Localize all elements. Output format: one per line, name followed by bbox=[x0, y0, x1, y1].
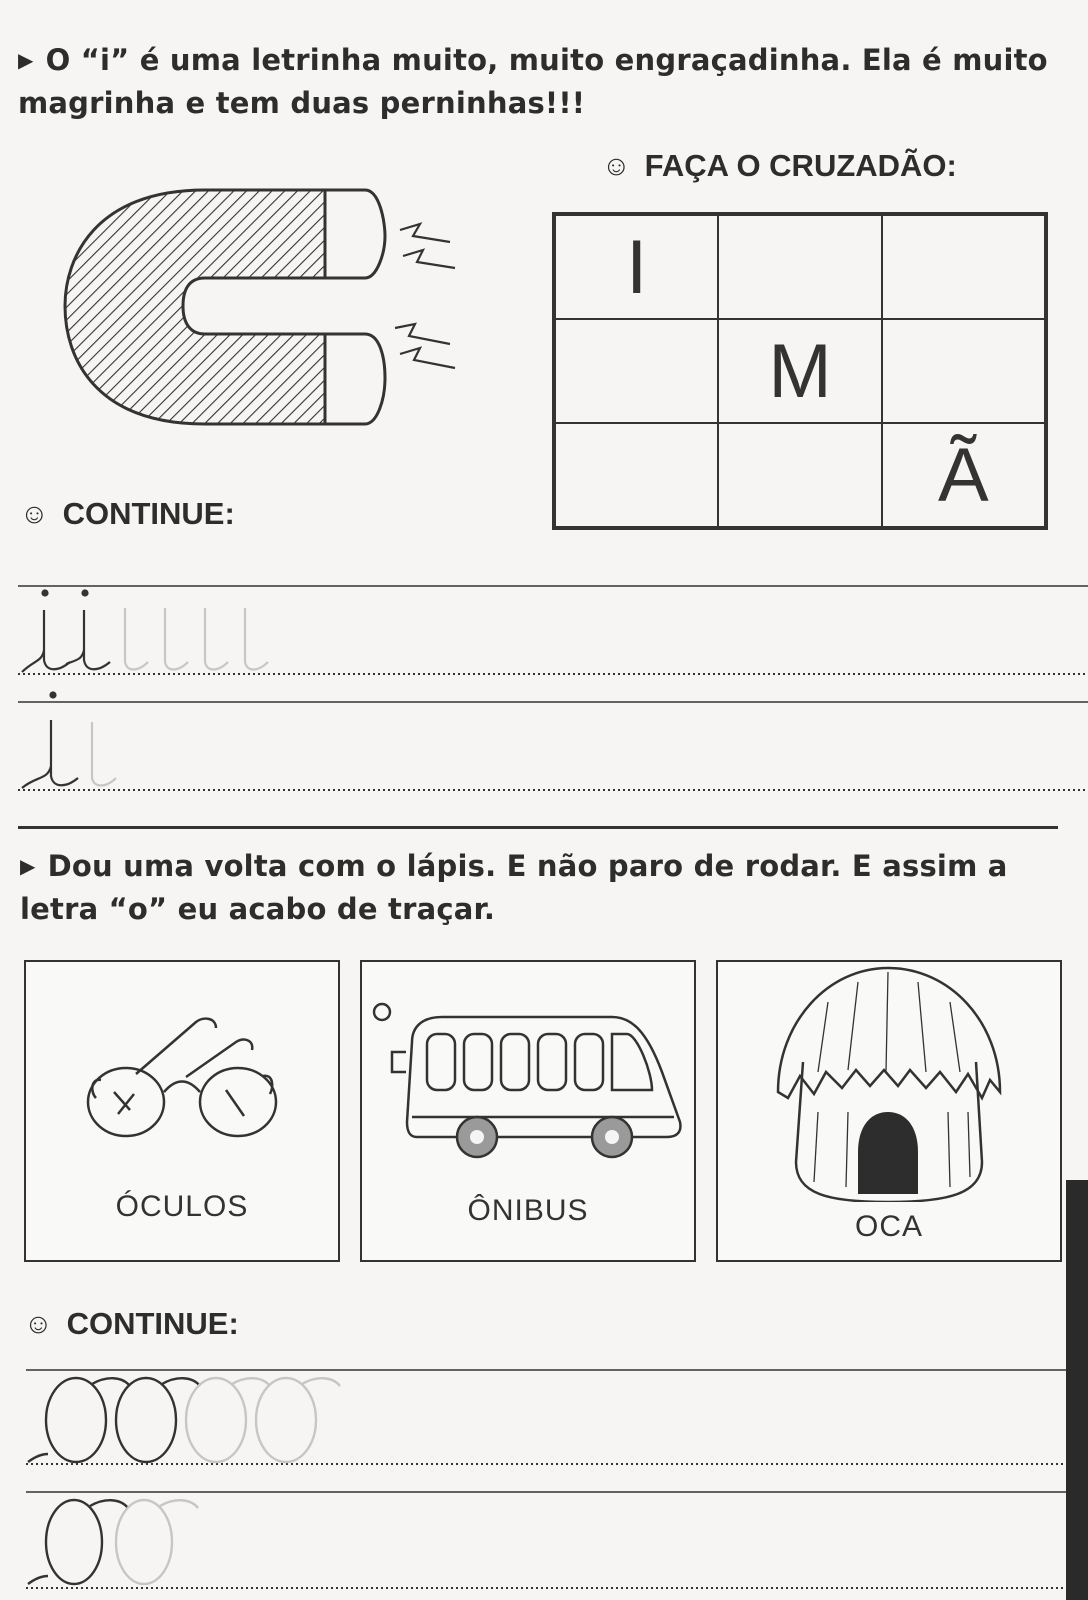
crossword-cell[interactable] bbox=[555, 319, 718, 423]
page-edge bbox=[1066, 1180, 1088, 1600]
bullet-icon: ▶ bbox=[18, 48, 34, 72]
magnet-icon bbox=[55, 178, 475, 438]
crossword-cell[interactable] bbox=[718, 423, 881, 527]
section-divider bbox=[18, 826, 1058, 829]
intro-i bbox=[18, 40, 1058, 123]
writing-lines-o[interactable] bbox=[26, 1366, 1066, 1596]
crossword-cell[interactable] bbox=[882, 319, 1045, 423]
card-oca bbox=[716, 960, 1062, 1262]
smiley-icon: ☺ bbox=[602, 150, 631, 181]
continue-heading-i bbox=[20, 496, 235, 532]
smiley-icon: ☺ bbox=[20, 498, 49, 529]
intro-i-text: O “i” é uma letrinha muito, muito engraçadinha. Ela é muito magrinha e tem duas perninhas!!! bbox=[18, 43, 1048, 120]
bus-icon bbox=[362, 972, 694, 1172]
card-oculos bbox=[24, 960, 340, 1262]
card-label: ÔNIBUS bbox=[467, 1194, 589, 1227]
smiley-icon: ☺ bbox=[24, 1308, 53, 1339]
crossword-cell[interactable] bbox=[882, 215, 1045, 319]
writing-lines-i[interactable] bbox=[18, 580, 1088, 800]
glasses-icon bbox=[26, 982, 338, 1182]
hut-icon bbox=[718, 962, 1060, 1202]
crossword-cell[interactable] bbox=[555, 423, 718, 527]
crossword-cell[interactable]: M bbox=[718, 319, 881, 423]
intro-o bbox=[20, 846, 1065, 929]
card-label: ÓCULOS bbox=[115, 1190, 249, 1223]
continue-label-o: CONTINUE: bbox=[66, 1306, 239, 1341]
magnet-illustration bbox=[55, 178, 475, 438]
intro-o-text: Dou uma volta com o lápis. E não paro de rodar. E assim a letra “o” eu acabo de traçar. bbox=[20, 849, 1008, 926]
crossword-grid bbox=[552, 212, 1048, 530]
continue-heading-o bbox=[24, 1306, 239, 1342]
crossword-heading bbox=[602, 148, 957, 184]
crossword-cell[interactable] bbox=[718, 215, 881, 319]
bullet-icon: ▶ bbox=[20, 854, 36, 878]
continue-label-i: CONTINUE: bbox=[62, 496, 235, 531]
card-label: OCA bbox=[854, 1210, 923, 1243]
crossword-title: FAÇA O CRUZADÃO: bbox=[644, 148, 957, 183]
crossword-cell[interactable]: Ã bbox=[882, 423, 1045, 527]
crossword-cell[interactable]: I bbox=[555, 215, 718, 319]
card-onibus bbox=[360, 960, 696, 1262]
